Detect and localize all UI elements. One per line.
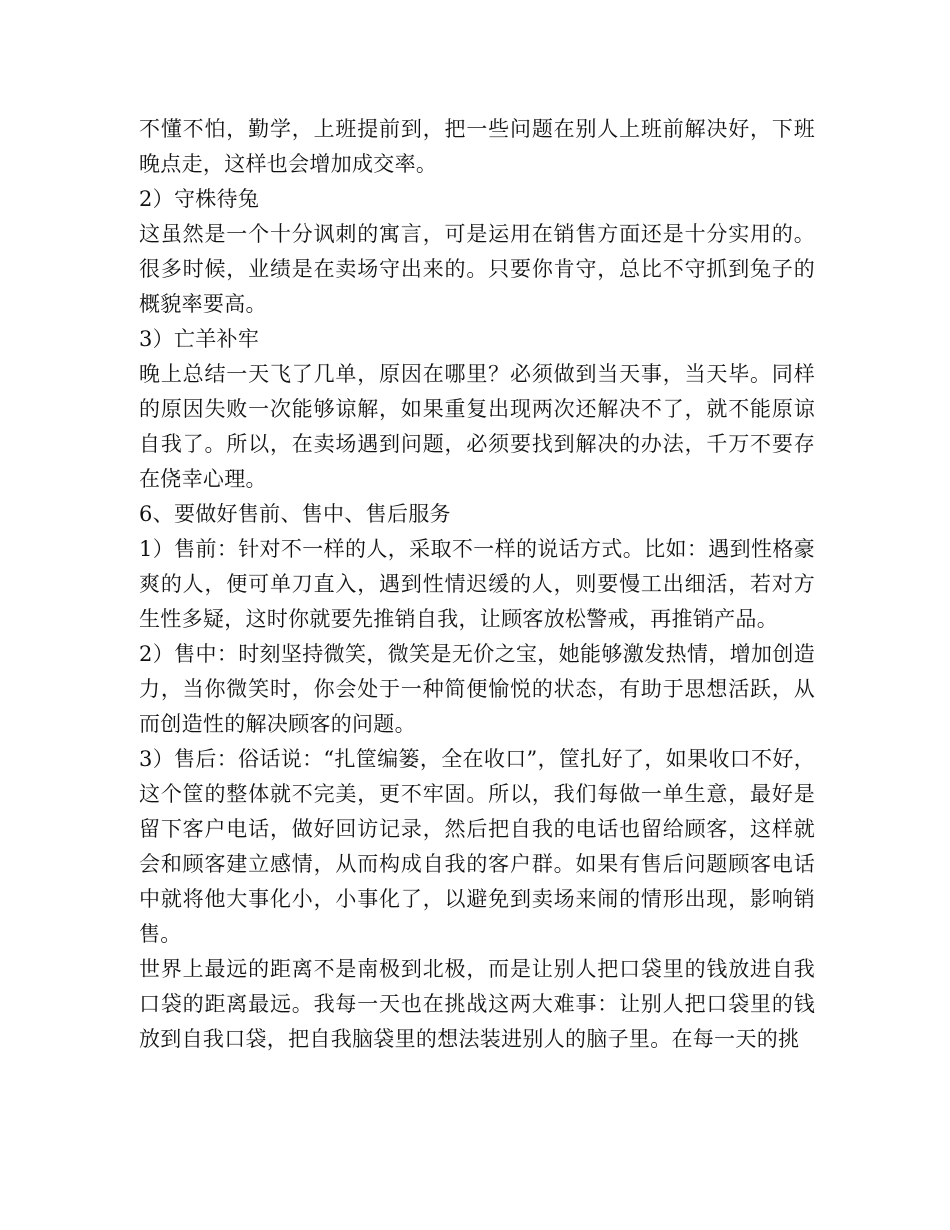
- heading-service-section: 6、要做好售前、售中、售后服务: [139, 502, 451, 526]
- paragraph-in-sale: 2）售中：时刻坚持微笑，微笑是无价之宝，她能够激发热情，增加创造力，当你微笑时，你会处于一种简便愉悦的状态，有助于思想活跃，从而创造性的解决顾客的问题。: [139, 642, 815, 736]
- paragraph-wait-by-stump: 这虽然是一个十分讽刺的寓言，可是运用在销售方面还是十分实用的。很多时候，业绩是在卖场守出来的。只要你肯守，总比不守抓到兔子的概貌率要高。: [139, 222, 815, 316]
- paragraph-farthest-distance: 世界上最远的距离不是南极到北极，而是让别人把口袋里的钱放进自我口袋的距离最远。我每一天也在挑战这两大难事：让别人把口袋里的钱放到自我口袋，把自我脑袋里的想法装进别人的脑子里。在每一天的挑: [139, 957, 815, 1051]
- heading-wait-by-stump: 2）守株待兔: [139, 187, 260, 211]
- paragraph-study-diligently: 不懂不怕，勤学，上班提前到，把一些问题在别人上班前解决好，下班晚点走，这样也会增加成交率。: [139, 117, 815, 176]
- paragraph-pre-sale: 1）售前：针对不一样的人，采取不一样的说话方式。比如：遇到性格豪爽的人，便可单刀直入，遇到性情迟缓的人，则要慢工出细活，若对方生性多疑，这时你就要先推销自我，让顾客放松警戒，再推销产品。: [139, 537, 815, 631]
- paragraph-after-sale: 3）售后：俗话说：“扎筐编篓，全在收口”，筐扎好了，如果收口不好，这个筐的整体就不完美，更不牢固。所以，我们每做一单生意，最好是留下客户电话，做好回访记录，然后把自我的电话也留给顾客，这样就会和顾客建立感情，从而构成自我的客户群。如果有售后问题顾客电话中就将他大事化小，小事化了，以避免到卖场来闹的情形出现，影响销售。: [139, 747, 815, 946]
- heading-mend-the-fold: 3）亡羊补牢: [139, 327, 260, 351]
- document-body: [139, 112, 815, 1057]
- paragraph-mend-the-fold: 晚上总结一天飞了几单，原因在哪里？必须做到当天事，当天毕。同样的原因失败一次能够谅解，如果重复出现两次还解决不了，就不能原谅自我了。所以，在卖场遇到问题，必须要找到解决的办法，千万不要存在侥幸心理。: [139, 362, 815, 491]
